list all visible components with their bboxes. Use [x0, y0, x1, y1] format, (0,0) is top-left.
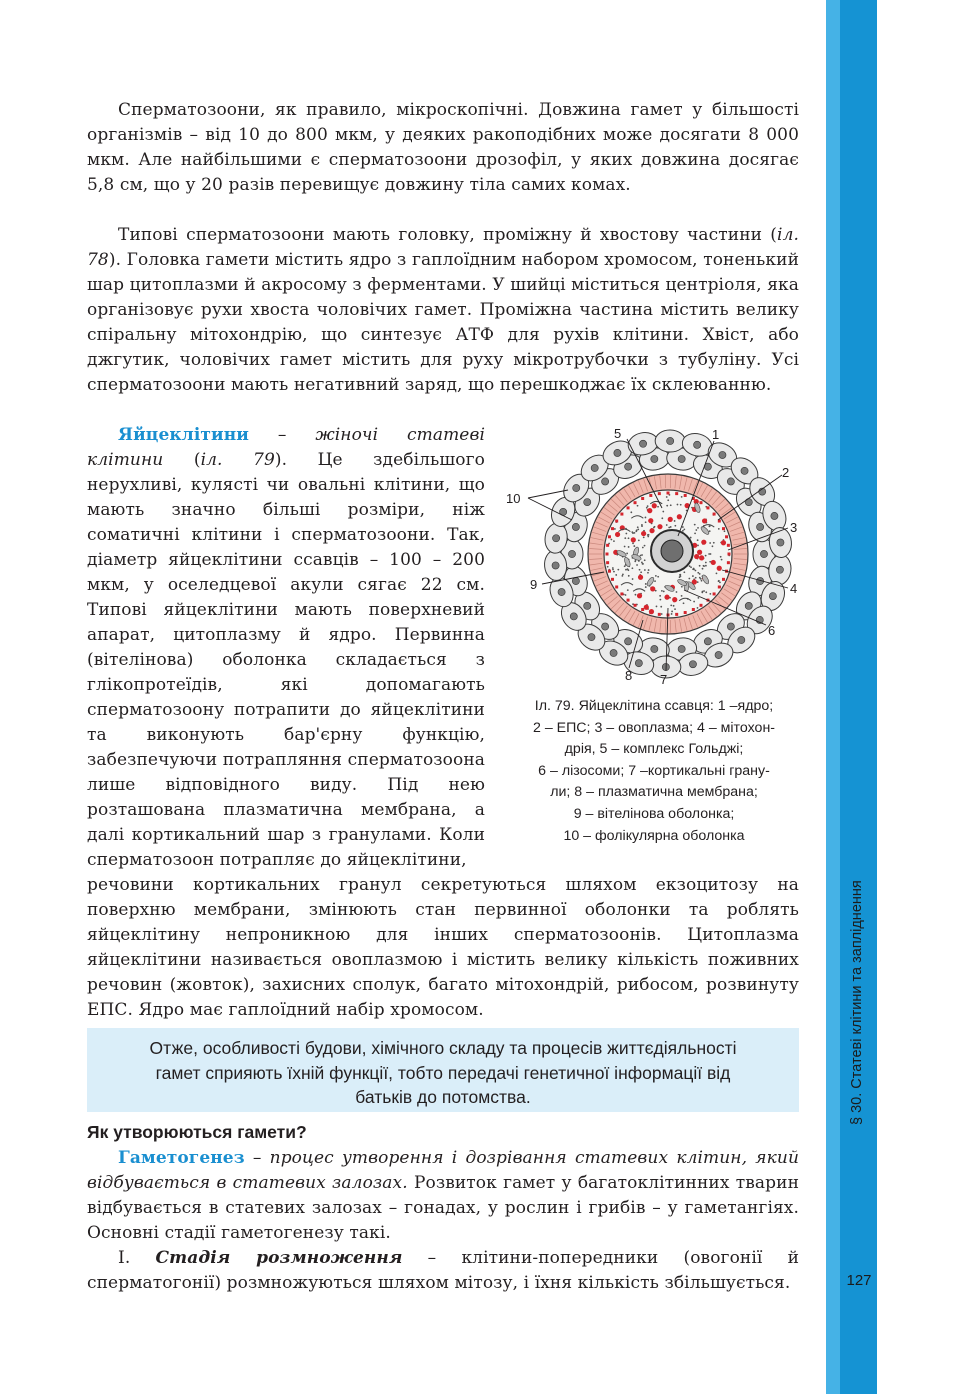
ribosome-dot	[700, 578, 702, 580]
term-egg-cells: Яйцеклітини	[118, 425, 249, 445]
follicular-cell-nucleus	[757, 523, 764, 530]
ribosome-dot	[634, 560, 636, 562]
ribosome-dot	[615, 574, 617, 576]
ribosome-dot	[670, 526, 672, 528]
cortical-granule	[611, 578, 614, 581]
lysosome	[668, 517, 673, 522]
paragraph-sperm-size: Сперматозоони, як правило, мікроскопічні. Довжина гамет у більшості організмів – від 10 до 800 мкм, у деяких ракоподібних може досягати 8 000 мкм. Але найбільшими є сперматозоони дрозофіл, у яких довжина досягає 5,8 см, що у 20 разів перевищує довжину тіла самих комах.	[87, 100, 799, 195]
ribosome-dot	[644, 569, 646, 571]
ribosome-dot	[642, 547, 644, 549]
ribosome-dot	[610, 539, 612, 541]
ribosome-dot	[682, 526, 684, 528]
label-6: 6	[768, 623, 776, 638]
ribosome-dot	[631, 531, 633, 533]
ribosome-dot	[724, 530, 726, 532]
lysosome	[647, 508, 652, 513]
cortical-granule	[706, 506, 709, 509]
cortical-granule	[713, 513, 716, 516]
cortical-granule	[667, 492, 670, 495]
definition: процес утворення і дозрівання статевих клітин, який відбувається в статевих залозах.	[87, 1148, 799, 1193]
cortical-granule	[634, 501, 637, 504]
dash: –	[249, 425, 316, 445]
ribosome-dot	[693, 568, 695, 570]
paragraph-text: ). Головка гамети містить ядро з гаплоїдним набором хромосом, тоненький шар цитоплазми й акросому з ферментами. У шийці міститься центріоля, яка організовує рухи хвоста чоловічих гамет. Проміжна частина містить велику спіральну мітохондрію, що синтезує АТФ для рухів клітини. Хвіст, або джгутик, чоловічих гамет містить для руху мікротрубочки з тубуліну. Усі сперматозоони мають негативний заряд, що перешкоджає їх склеюванню.	[87, 250, 799, 395]
ribosome-dot	[638, 540, 640, 542]
ribosome-dot	[697, 539, 699, 541]
lysosome	[711, 560, 716, 565]
ribosome-dot	[659, 595, 661, 597]
cortical-granule	[611, 527, 614, 530]
label-9: 9	[530, 577, 538, 592]
ribosome-dot	[670, 604, 672, 606]
cortical-granule	[627, 599, 630, 602]
follicular-cell-nucleus	[553, 535, 560, 542]
lysosome	[650, 586, 655, 591]
ribosome-dot	[654, 580, 656, 582]
ribosome-dot	[692, 575, 694, 577]
ribosome-dot	[660, 606, 662, 608]
lysosome	[631, 537, 636, 542]
lysosome	[638, 575, 643, 580]
follicular-cell-nucleus	[745, 602, 752, 609]
cortical-granule	[608, 570, 611, 573]
ribosome-dot	[628, 537, 630, 539]
ribosome-dot	[683, 528, 685, 530]
ribosome-dot	[635, 530, 637, 532]
cortical-granule	[718, 585, 721, 588]
ribosome-dot	[697, 581, 699, 583]
follicular-cell-nucleus	[678, 645, 685, 652]
paren: (	[163, 450, 201, 470]
ribosome-dot	[657, 506, 659, 508]
cortical-granule	[727, 544, 730, 547]
follicular-cell-nucleus	[625, 638, 632, 645]
lysosome	[721, 540, 726, 545]
follicular-cell-nucleus	[715, 651, 722, 658]
follicular-cell-nucleus	[667, 437, 674, 444]
ribosome-dot	[666, 496, 668, 498]
cortical-granule	[727, 561, 730, 564]
ribosome-dot	[702, 568, 704, 570]
ribosome-dot	[701, 580, 703, 582]
ribosome-dot	[697, 597, 699, 599]
ribosome-dot	[703, 565, 705, 567]
ribosome-dot	[655, 575, 657, 577]
follicular-cell-nucleus	[777, 539, 784, 546]
side-stripe-light	[826, 0, 840, 1394]
ribosome-dot	[628, 546, 630, 548]
lysosome	[657, 524, 662, 529]
ribosome-dot	[709, 542, 711, 544]
summary-text: Отже, особливості будови, хімічного складу та процесів життєдіяльності гамет сприяють їхній функції, тобто передачі генетичної інформації від батьків до потомства.	[149, 1038, 737, 1107]
ribosome-dot	[642, 563, 644, 565]
ribosome-dot	[641, 524, 643, 526]
ribosome-dot	[719, 582, 721, 584]
cortical-granule	[606, 553, 609, 556]
follicular-cell-nucleus	[602, 478, 609, 485]
ribosome-dot	[627, 569, 629, 571]
ribosome-dot	[697, 545, 699, 547]
lysosome	[615, 532, 620, 537]
cortical-granule	[684, 611, 687, 614]
caption-line: 2 – ЕПС; 3 – овоплазма; 4 – мітохон-	[532, 719, 776, 736]
ribosome-dot	[703, 590, 705, 592]
label-4: 4	[790, 581, 798, 596]
follicular-cell-nucleus	[727, 478, 734, 485]
cortical-granule	[641, 608, 644, 611]
ribosome-dot	[637, 528, 639, 530]
ribosome-dot	[702, 591, 704, 593]
figure-caption	[497, 696, 811, 847]
ribosome-dot	[680, 504, 682, 506]
side-stripe-dark	[840, 0, 877, 1394]
follicular-cell-nucleus	[689, 661, 696, 668]
cortical-granule	[606, 561, 609, 564]
section-heading: Як утворюються гамети?	[87, 1122, 307, 1142]
cortical-granule	[620, 592, 623, 595]
ribosome-dot	[645, 586, 647, 588]
paragraph-stage-one	[87, 1246, 799, 1296]
label-2: 2	[782, 465, 790, 480]
ribosome-dot	[697, 572, 699, 574]
ribosome-dot	[624, 537, 626, 539]
cortical-granule	[675, 613, 678, 616]
ribosome-dot	[718, 580, 720, 582]
follicular-cell-nucleus	[588, 634, 595, 641]
lysosome	[649, 528, 654, 533]
paragraph-text: Типові сперматозоони мають головку, проміжну й хвостову частини (	[118, 225, 778, 245]
follicular-cell-nucleus	[738, 636, 745, 643]
ribosome-dot	[681, 586, 683, 588]
follicular-cell-nucleus	[771, 512, 778, 519]
lysosome	[697, 550, 702, 555]
follicular-cell-nucleus	[760, 550, 767, 557]
follicular-cell-nucleus	[769, 592, 776, 599]
ribosome-dot	[683, 571, 685, 573]
follicular-cell-nucleus	[591, 464, 598, 471]
ribosome-dot	[681, 496, 683, 498]
cortical-granule	[606, 544, 609, 547]
ribosome-dot	[690, 566, 692, 568]
follicular-cell-nucleus	[572, 577, 579, 584]
ribosome-dot	[626, 553, 628, 555]
ribosome-dot	[673, 605, 675, 607]
ribosome-dot	[656, 606, 658, 608]
ribosome-dot	[647, 505, 649, 507]
follicular-cell-nucleus	[558, 588, 565, 595]
follicular-cell-nucleus	[719, 451, 726, 458]
ribosome-dot	[635, 594, 637, 596]
follicular-cell-nucleus	[570, 613, 577, 620]
label-10: 10	[506, 491, 521, 506]
ribosome-dot	[627, 589, 629, 591]
ribosome-dot	[694, 524, 696, 526]
cortical-granule	[649, 494, 652, 497]
ribosome-dot	[640, 571, 642, 573]
ribosome-dot	[630, 511, 632, 513]
ribosome-dot	[636, 564, 638, 566]
ribosome-dot	[712, 545, 714, 547]
cortical-granule	[615, 520, 618, 523]
caption-line: ли; 8 – плазматична мембрана;	[550, 784, 758, 801]
lysosome	[677, 514, 682, 519]
ribosome-dot	[639, 569, 641, 571]
ribosome-dot	[655, 590, 657, 592]
lysosome	[637, 593, 642, 598]
caption-line: дрія, 5 – комплекс Гольджі;	[564, 741, 744, 758]
ribosome-dot	[612, 567, 614, 569]
caption-line: Іл. 79. Яйцеклітина ссавця: 1 –ядро;	[534, 698, 774, 714]
ribosome-dot	[621, 575, 623, 577]
follicular-cell-nucleus	[625, 463, 632, 470]
cortical-granule	[699, 501, 702, 504]
definition: жіночі статеві клітини	[87, 425, 485, 470]
follicular-cell-nucleus	[678, 455, 685, 462]
ribosome-dot	[671, 613, 673, 615]
cortical-granule	[634, 604, 637, 607]
ribosome-dot	[697, 527, 699, 529]
cortical-granule	[641, 497, 644, 500]
ribosome-dot	[662, 511, 664, 513]
ribosome-dot	[695, 529, 697, 531]
page-margin	[877, 0, 963, 1394]
figure-reference: іл. 79	[200, 450, 275, 470]
ribosome-dot	[663, 591, 665, 593]
cortical-granule	[728, 553, 731, 556]
figure-reference: іл. 78	[87, 225, 799, 270]
cortical-granule	[658, 613, 661, 616]
paragraph-egg-cells	[87, 423, 485, 873]
cortical-granule	[692, 608, 695, 611]
ribosome-dot	[671, 611, 673, 613]
ribosome-dot	[690, 537, 692, 539]
running-head: § 30. Статеві клітини та запліднення	[849, 880, 865, 1125]
egg-cell-illustration	[500, 420, 810, 700]
ribosome-dot	[716, 572, 718, 574]
ribosome-dot	[708, 553, 710, 555]
follicular-cell-nucleus	[776, 566, 783, 573]
cortical-granule	[615, 585, 618, 588]
paragraph-text: ). Це здебільшого нерухливі, кулясті чи овальні клітини, що мають значно більші розміри, ніж соматичні клітини і сперматозоони. Так, діаметр яйцеклітини ссавців – 100 – 200 мкм, у оселедцевої акули сягає 22 см. Типові яйцеклітини мають поверхневий апарат, цитоплазму й ядро. Первинна (вітелінова) оболонка складається з глікопротеїдів, які допомагають сперматозоону потрапити до яйцеклітини та виконують бар'єрну функцію, забезпечуючи потрапляння сперматозоона лише відповідного виду. Під нею розташована плазматична мембрана, а далі кортикальний шар з гранулами. Коли сперматозоон потрапляє до яйцеклітини,	[87, 450, 485, 870]
paragraph-cortical-granules: речовини кортикальних гранул секретуються шляхом екзоцитозу на поверхню мембрани, змінюють стан первинної оболонки та роблять яйцеклітину непроникною для інших сперматозоонів. Цитоплазма яйцеклітини називається овоплазмою і містить велику кількість поживних речовин (жовток), захисних сполук, багато мітохондрій, рибосом, розвинуту ЕПС. Ядро має гаплоїдний набір хромосом.	[87, 875, 799, 1020]
ribosome-dot	[654, 526, 656, 528]
label-5: 5	[614, 426, 622, 441]
follicular-cell-nucleus	[573, 484, 580, 491]
ribosome-dot	[695, 577, 697, 579]
ribosome-dot	[697, 607, 699, 609]
ribosome-dot	[641, 554, 643, 556]
paragraph-gametogenesis	[87, 1146, 799, 1246]
follicular-cell-nucleus	[602, 623, 609, 630]
ribosome-dot	[643, 536, 645, 538]
lysosome	[664, 595, 669, 600]
ribosome-dot	[679, 574, 681, 576]
ribosome-dot	[614, 528, 616, 530]
label-1: 1	[712, 427, 720, 442]
ribosome-dot	[661, 613, 663, 615]
stage-number: І.	[118, 1248, 156, 1268]
ribosome-dot	[721, 559, 723, 561]
ribosome-dot	[693, 601, 695, 603]
ribosome-dot	[624, 546, 626, 548]
term-gametogenesis: Гаметогенез	[118, 1148, 245, 1168]
paragraph-text: – клітини-попередники (овогонії й сперматогонії) розмножуються шляхом мітозу, і їхня кількість збільшується.	[87, 1248, 800, 1293]
ribosome-dot	[676, 591, 678, 593]
cortical-granule	[649, 611, 652, 614]
ribosome-dot	[657, 576, 659, 578]
follicular-cell-nucleus	[651, 455, 658, 462]
ribosome-dot	[699, 565, 701, 567]
ribosome-dot	[709, 593, 711, 595]
ribosome-dot	[625, 569, 627, 571]
ribosome-dot	[647, 536, 649, 538]
lysosome	[672, 597, 677, 602]
ribosome-dot	[681, 595, 683, 597]
follicular-cell-nucleus	[584, 602, 591, 609]
ribosome-dot	[632, 542, 634, 544]
ribosome-dot	[705, 591, 707, 593]
lysosome	[652, 503, 657, 508]
caption-line: 9 – вітелінова оболонка;	[573, 805, 735, 822]
ribosome-dot	[699, 573, 701, 575]
ribosome-dot	[645, 521, 647, 523]
cortical-granule	[627, 506, 630, 509]
follicular-cell-nucleus	[694, 441, 701, 448]
egg-cell-figure	[500, 420, 810, 700]
ribosome-dot	[713, 542, 715, 544]
ribosome-dot	[695, 570, 697, 572]
ribosome-dot	[661, 590, 663, 592]
ribosome-dot	[647, 572, 649, 574]
lysosome	[702, 518, 707, 523]
ribosome-dot	[648, 569, 650, 571]
follicular-cell-nucleus	[610, 649, 617, 656]
ribosome-dot	[682, 530, 684, 532]
ribosome-dot	[718, 528, 720, 530]
ribosome-dot	[683, 602, 685, 604]
ribosome-dot	[644, 545, 646, 547]
ribosome-dot	[637, 526, 639, 528]
lysosome	[648, 518, 653, 523]
follicular-cell-nucleus	[727, 623, 734, 630]
follicular-cell-nucleus	[639, 440, 646, 447]
follicular-cell-nucleus	[568, 550, 575, 557]
caption-line: 10 – фолікулярна оболонка	[563, 827, 745, 844]
stage-name: Стадія розмноження	[155, 1248, 403, 1268]
follicular-cell-nucleus	[741, 467, 748, 474]
cortical-granule	[699, 604, 702, 607]
ribosome-dot	[632, 578, 634, 580]
lysosome	[644, 605, 649, 610]
cortical-granule	[722, 578, 725, 581]
cortical-granule	[675, 492, 678, 495]
summary-box	[87, 1028, 799, 1112]
paragraph-sperm-structure	[87, 223, 799, 398]
ribosome-dot	[705, 562, 707, 564]
ribosome-dot	[625, 594, 627, 596]
lysosome	[694, 554, 699, 559]
lysosome	[717, 566, 722, 571]
ribosome-dot	[628, 575, 630, 577]
lysosome	[699, 555, 704, 560]
cortical-granule	[658, 492, 661, 495]
ribosome-dot	[674, 608, 676, 610]
follicular-cell-nucleus	[584, 498, 591, 505]
ribosome-dot	[645, 517, 647, 519]
follicular-cell-nucleus	[572, 523, 579, 530]
ribosome-dot	[645, 583, 647, 585]
follicular-cell-nucleus	[614, 449, 621, 456]
ribosome-dot	[613, 540, 615, 542]
cortical-granule	[620, 513, 623, 516]
ribosome-dot	[720, 556, 722, 558]
follicular-cell-nucleus	[552, 562, 559, 569]
ribosome-dot	[677, 504, 679, 506]
ribosome-dot	[674, 525, 676, 527]
ribosome-dot	[622, 573, 624, 575]
label-3: 3	[790, 520, 798, 535]
cortical-granule	[725, 535, 728, 538]
dash: –	[244, 1148, 270, 1168]
ribosome-dot	[670, 504, 672, 506]
paragraph-text: Розвиток гамет у багатоклітинних тварин відбувається в статевих залозах – гонадах, у рослин і грибів – у гаметангіях. Основні стадії гаметогенезу такі.	[87, 1173, 800, 1243]
ribosome-dot	[666, 524, 668, 526]
page-number: 127	[846, 1272, 872, 1289]
lysosome	[641, 531, 646, 536]
follicular-cell-nucleus	[651, 645, 658, 652]
ribosome-dot	[694, 532, 696, 534]
ribosome-dot	[688, 578, 690, 580]
label-8: 8	[625, 668, 633, 683]
follicular-cell-nucleus	[704, 638, 711, 645]
ribosome-dot	[613, 571, 615, 573]
cortical-granule	[713, 592, 716, 595]
lysosome	[701, 540, 706, 545]
cortical-granule	[608, 535, 611, 538]
label-7: 7	[660, 672, 668, 687]
ribosome-dot	[637, 505, 639, 507]
ribosome-dot	[689, 565, 691, 567]
cortical-granule	[684, 494, 687, 497]
ribosome-dot	[617, 569, 619, 571]
ribosome-dot	[640, 555, 642, 557]
follicular-cell-nucleus	[745, 498, 752, 505]
ribosome-dot	[646, 507, 648, 509]
nucleolus	[661, 540, 683, 562]
ribosome-dot	[631, 567, 633, 569]
ribosome-dot	[674, 520, 676, 522]
cortical-granule	[722, 527, 725, 530]
ribosome-dot	[659, 599, 661, 601]
ribosome-dot	[625, 533, 627, 535]
ribosome-dot	[607, 566, 609, 568]
ribosome-dot	[705, 555, 707, 557]
ribosome-dot	[633, 545, 635, 547]
ribosome-dot	[705, 565, 707, 567]
ribosome-dot	[666, 505, 668, 507]
follicular-cell-nucleus	[635, 660, 642, 667]
caption-line: 6 – лізосоми; 7 –кортикальні грану-	[538, 762, 770, 779]
ribosome-dot	[644, 559, 646, 561]
ribosome-dot	[667, 499, 669, 501]
ribosome-dot	[661, 517, 663, 519]
